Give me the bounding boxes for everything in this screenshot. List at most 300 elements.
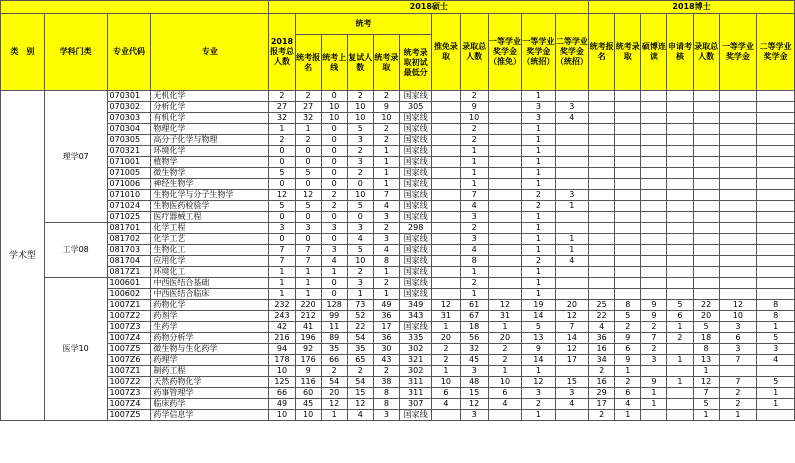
doctoral-value-cell: 3 <box>719 322 757 333</box>
doctoral-value-cell: 2 <box>719 388 757 399</box>
doctoral-value-cell <box>641 256 667 267</box>
masters-value-cell: 0 <box>269 157 295 168</box>
masters-value-cell: 305 <box>399 102 431 113</box>
masters-value-cell: 349 <box>399 300 431 311</box>
masters-value-cell: 1 <box>522 289 555 300</box>
table-row <box>1 113 795 124</box>
masters-value-cell <box>488 212 521 223</box>
doctoral-value-cell <box>757 201 795 212</box>
masters-value-cell: 1 <box>488 322 521 333</box>
masters-value-cell: 2 <box>347 146 373 157</box>
table-row <box>1 124 795 135</box>
major-code-cell: 081701 <box>107 223 151 234</box>
masters-value-cell <box>432 256 460 267</box>
masters-value-cell: 0 <box>321 179 347 190</box>
masters-value-cell: 65 <box>347 355 373 366</box>
masters-value-cell: 0 <box>321 168 347 179</box>
masters-value-cell <box>488 146 521 157</box>
doctoral-value-cell <box>693 124 719 135</box>
doctoral-value-cell: 2 <box>589 366 615 377</box>
masters-value-cell: 0 <box>295 146 321 157</box>
masters-value-cell: 42 <box>269 322 295 333</box>
masters-value-cell: 307 <box>399 399 431 410</box>
doctoral-value-cell <box>641 157 667 168</box>
masters-value-cell <box>555 366 589 377</box>
masters-value-cell: 2 <box>460 91 488 102</box>
major-name-cell: 环境化工 <box>151 267 269 278</box>
masters-value-cell <box>488 267 521 278</box>
masters-value-cell: 2 <box>373 278 399 289</box>
masters-value-cell: 2 <box>295 91 321 102</box>
masters-value-cell: 7 <box>295 245 321 256</box>
doctoral-value-cell: 22 <box>693 300 719 311</box>
doctoral-value-cell <box>641 190 667 201</box>
doctoral-value-cell <box>615 267 641 278</box>
masters-value-cell: 1 <box>432 366 460 377</box>
doctoral-value-cell <box>589 289 615 300</box>
doctoral-value-cell <box>589 190 615 201</box>
masters-value-cell: 1 <box>373 157 399 168</box>
masters-value-cell: 13 <box>522 333 555 344</box>
masters-value-cell: 4 <box>555 399 589 410</box>
doctoral-value-cell <box>641 201 667 212</box>
masters-value-cell <box>432 102 460 113</box>
masters-value-cell <box>488 102 521 113</box>
major-name-cell: 应用化学 <box>151 256 269 267</box>
masters-value-cell: 3 <box>460 410 488 421</box>
doctoral-value-cell <box>693 245 719 256</box>
masters-value-cell: 20 <box>321 388 347 399</box>
masters-value-cell: 2 <box>373 223 399 234</box>
doctoral-value-cell <box>757 102 795 113</box>
doctoral-value-cell <box>667 388 693 399</box>
major-code-cell: 081703 <box>107 245 151 256</box>
doctoral-value-cell <box>615 179 641 190</box>
masters-value-cell: 0 <box>295 157 321 168</box>
table-row <box>1 267 795 278</box>
major-code-cell: 071006 <box>107 179 151 190</box>
masters-value-cell: 1 <box>522 366 555 377</box>
masters-value-cell: 15 <box>555 377 589 388</box>
doctoral-value-cell: 12 <box>719 300 757 311</box>
masters-value-cell: 27 <box>269 102 295 113</box>
doctoral-value-cell <box>757 278 795 289</box>
doctoral-value-cell <box>693 102 719 113</box>
doctoral-value-cell <box>757 234 795 245</box>
masters-value-cell: 1 <box>373 146 399 157</box>
masters-value-cell: 5 <box>347 245 373 256</box>
masters-value-cell: 0 <box>347 179 373 190</box>
masters-value-cell: 128 <box>321 300 347 311</box>
doctoral-value-cell: 9 <box>615 355 641 366</box>
masters-value-cell: 国家线 <box>399 201 431 212</box>
masters-value-cell: 212 <box>295 311 321 322</box>
table-row <box>1 366 795 377</box>
masters-value-cell: 0 <box>321 234 347 245</box>
masters-value-cell: 10 <box>347 190 373 201</box>
doctoral-value-cell <box>615 190 641 201</box>
doctoral-value-cell <box>757 245 795 256</box>
masters-value-cell: 7 <box>373 190 399 201</box>
doctoral-value-cell <box>589 91 615 102</box>
masters-value-cell: 0 <box>321 278 347 289</box>
masters-value-cell: 20 <box>488 333 521 344</box>
doctoral-value-cell <box>641 102 667 113</box>
major-code-header: 专业代码 <box>107 14 151 91</box>
major-name-cell: 分析化学 <box>151 102 269 113</box>
doctoral-value-cell: 36 <box>589 333 615 344</box>
table-row <box>1 388 795 399</box>
masters-value-cell: 17 <box>555 355 589 366</box>
total-admitted-header: 录取总人数 <box>460 14 488 91</box>
doctoral-value-cell: 7 <box>719 355 757 366</box>
masters-value-cell: 48 <box>460 377 488 388</box>
masters-value-cell: 9 <box>522 344 555 355</box>
masters-value-cell: 2 <box>432 344 460 355</box>
masters-value-cell: 2 <box>460 135 488 146</box>
doctoral-value-cell <box>719 102 757 113</box>
doctoral-value-cell <box>757 289 795 300</box>
masters-value-cell <box>555 157 589 168</box>
major-name-cell: 生物化学与分子生物学 <box>151 190 269 201</box>
doctoral-value-cell: 1 <box>757 399 795 410</box>
masters-value-cell: 2 <box>321 366 347 377</box>
masters-value-cell: 2 <box>522 399 555 410</box>
first-class-exempt-header: 一等学业奖学金（推免） <box>488 14 521 91</box>
masters-value-cell: 216 <box>269 333 295 344</box>
masters-value-cell <box>488 223 521 234</box>
masters-value-cell: 4 <box>488 399 521 410</box>
masters-value-cell: 298 <box>399 223 431 234</box>
table-row <box>1 212 795 223</box>
masters-value-cell <box>432 190 460 201</box>
doctoral-value-cell: 2 <box>615 377 641 388</box>
masters-value-cell <box>555 124 589 135</box>
masters-value-cell: 31 <box>432 311 460 322</box>
doctoral-value-cell <box>641 234 667 245</box>
masters-value-cell: 66 <box>269 388 295 399</box>
masters-value-cell: 4 <box>373 201 399 212</box>
masters-value-cell <box>488 168 521 179</box>
major-name-cell: 天然药物化学 <box>151 377 269 388</box>
doctoral-value-cell <box>757 366 795 377</box>
masters-value-cell <box>432 157 460 168</box>
masters-value-cell <box>555 267 589 278</box>
masters-value-cell: 2 <box>347 366 373 377</box>
masters-value-cell: 54 <box>321 377 347 388</box>
phd-first-class-header: 一等学业奖学金 <box>719 14 757 91</box>
masters-value-cell: 10 <box>488 377 521 388</box>
masters-value-cell <box>555 212 589 223</box>
doctoral-value-cell: 4 <box>615 399 641 410</box>
masters-value-cell: 1 <box>522 234 555 245</box>
masters-value-cell: 10 <box>321 113 347 124</box>
masters-value-cell: 1 <box>269 278 295 289</box>
masters-value-cell: 国家线 <box>399 190 431 201</box>
discipline-header: 学科门类 <box>44 14 107 91</box>
doctoral-value-cell <box>719 157 757 168</box>
doctoral-value-cell <box>693 157 719 168</box>
masters-value-cell <box>488 234 521 245</box>
masters-value-cell: 0 <box>321 91 347 102</box>
masters-value-cell: 220 <box>295 300 321 311</box>
doctoral-value-cell <box>589 234 615 245</box>
masters-value-cell: 0 <box>295 234 321 245</box>
masters-value-cell <box>555 146 589 157</box>
doctoral-value-cell <box>641 410 667 421</box>
masters-value-cell <box>488 179 521 190</box>
masters-value-cell: 302 <box>399 344 431 355</box>
masters-value-cell <box>488 91 521 102</box>
masters-value-cell: 2 <box>488 355 521 366</box>
masters-value-cell: 国家线 <box>399 410 431 421</box>
masters-value-cell: 0 <box>269 212 295 223</box>
title-band-row <box>1 1 795 14</box>
masters-value-cell <box>488 190 521 201</box>
doctoral-value-cell: 29 <box>589 388 615 399</box>
masters-value-cell: 2 <box>460 223 488 234</box>
masters-value-cell: 8 <box>373 256 399 267</box>
phd-applicants-header: 统考报名 <box>589 14 615 91</box>
doctoral-value-cell <box>589 267 615 278</box>
masters-value-cell: 1 <box>460 179 488 190</box>
major-name-cell: 中西医结合基础 <box>151 278 269 289</box>
masters-value-cell: 7 <box>269 256 295 267</box>
masters-value-cell: 0 <box>295 212 321 223</box>
masters-value-cell: 2 <box>347 91 373 102</box>
doctoral-value-cell <box>719 278 757 289</box>
doctoral-value-cell <box>615 102 641 113</box>
masters-value-cell: 1 <box>432 322 460 333</box>
masters-value-cell: 1 <box>522 124 555 135</box>
major-code-cell: 1007Z1 <box>107 366 151 377</box>
masters-value-cell: 国家线 <box>399 212 431 223</box>
doctoral-value-cell <box>757 91 795 102</box>
major-code-cell: 1007Z3 <box>107 322 151 333</box>
masters-value-cell: 9 <box>460 102 488 113</box>
masters-value-cell: 3 <box>347 223 373 234</box>
masters-value-cell: 2 <box>460 278 488 289</box>
doctoral-value-cell: 34 <box>589 355 615 366</box>
masters-value-cell: 2 <box>347 168 373 179</box>
doctoral-value-cell <box>641 91 667 102</box>
second-class-unified-header: 二等学业奖学金（统招） <box>555 14 589 91</box>
masters-value-cell: 10 <box>347 256 373 267</box>
unified-exam-header: 统考 <box>295 14 432 35</box>
doctoral-value-cell: 6 <box>615 344 641 355</box>
doctoral-value-cell <box>641 267 667 278</box>
major-header: 专业 <box>151 14 269 91</box>
doctoral-value-cell <box>693 168 719 179</box>
masters-value-cell: 14 <box>555 333 589 344</box>
masters-value-cell: 2 <box>269 135 295 146</box>
masters-value-cell: 1 <box>522 267 555 278</box>
major-code-cell: 100602 <box>107 289 151 300</box>
masters-value-cell: 国家线 <box>399 234 431 245</box>
doctoral-value-cell <box>667 212 693 223</box>
table-row <box>1 344 795 355</box>
unified-applicants-header: 统考报名 <box>295 35 321 91</box>
masters-value-cell: 73 <box>347 300 373 311</box>
masters-value-cell: 5 <box>522 322 555 333</box>
table-row <box>1 377 795 388</box>
masters-value-cell: 4 <box>321 256 347 267</box>
major-code-cell: 071025 <box>107 212 151 223</box>
doctoral-value-cell: 12 <box>693 377 719 388</box>
masters-value-cell: 8 <box>373 399 399 410</box>
masters-value-cell: 1 <box>269 267 295 278</box>
doctoral-value-cell <box>667 256 693 267</box>
doctoral-value-cell: 1 <box>757 388 795 399</box>
doctoral-value-cell <box>641 289 667 300</box>
masters-value-cell: 3 <box>347 278 373 289</box>
masters-value-cell: 国家线 <box>399 91 431 102</box>
major-name-cell: 药学信息学 <box>151 410 269 421</box>
masters-value-cell <box>432 124 460 135</box>
table-row <box>1 278 795 289</box>
doctoral-value-cell <box>641 223 667 234</box>
masters-value-cell: 12 <box>269 190 295 201</box>
masters-value-cell: 国家线 <box>399 168 431 179</box>
doctoral-value-cell <box>757 157 795 168</box>
masters-value-cell: 1 <box>460 289 488 300</box>
masters-value-cell: 0 <box>321 135 347 146</box>
masters-value-cell: 3 <box>295 223 321 234</box>
doctoral-value-cell: 4 <box>589 322 615 333</box>
masters-value-cell: 5 <box>269 201 295 212</box>
masters-value-cell: 0 <box>269 234 295 245</box>
header-row-1 <box>1 14 795 35</box>
table-row <box>1 146 795 157</box>
doctoral-value-cell: 8 <box>757 300 795 311</box>
masters-value-cell: 1 <box>555 201 589 212</box>
masters-value-cell: 4 <box>555 256 589 267</box>
doctoral-value-cell: 9 <box>615 333 641 344</box>
doctoral-value-cell <box>589 179 615 190</box>
masters-value-cell <box>432 267 460 278</box>
major-name-cell: 药剂学 <box>151 311 269 322</box>
doctoral-value-cell: 17 <box>589 399 615 410</box>
masters-value-cell <box>488 278 521 289</box>
doctoral-title: 2018博士 <box>589 1 795 14</box>
table-row <box>1 168 795 179</box>
major-code-cell: 070321 <box>107 146 151 157</box>
doctoral-value-cell <box>641 146 667 157</box>
doctoral-value-cell <box>667 113 693 124</box>
masters-value-cell: 94 <box>269 344 295 355</box>
major-code-cell: 1007Z4 <box>107 333 151 344</box>
masters-value-cell: 7 <box>460 190 488 201</box>
masters-value-cell <box>555 289 589 300</box>
doctoral-value-cell <box>589 157 615 168</box>
major-name-cell: 临床药学 <box>151 399 269 410</box>
masters-value-cell: 1 <box>522 278 555 289</box>
masters-value-cell: 1 <box>347 289 373 300</box>
masters-value-cell: 1 <box>555 234 589 245</box>
doctoral-value-cell <box>589 212 615 223</box>
masters-value-cell: 国家线 <box>399 157 431 168</box>
masters-value-cell: 国家线 <box>399 146 431 157</box>
masters-value-cell: 0 <box>321 157 347 168</box>
doctoral-value-cell <box>693 135 719 146</box>
masters-value-cell: 18 <box>460 322 488 333</box>
table-row <box>1 102 795 113</box>
masters-value-cell: 4 <box>460 245 488 256</box>
table-row <box>1 300 795 311</box>
doctoral-value-cell <box>667 278 693 289</box>
major-name-cell: 微生物学 <box>151 168 269 179</box>
doctoral-value-cell <box>641 179 667 190</box>
masters-value-cell: 11 <box>321 322 347 333</box>
doctoral-value-cell: 16 <box>589 377 615 388</box>
masters-value-cell: 20 <box>432 333 460 344</box>
doctoral-value-cell: 13 <box>693 355 719 366</box>
masters-value-cell: 国家线 <box>399 256 431 267</box>
doctoral-value-cell: 2 <box>615 322 641 333</box>
doctoral-value-cell <box>667 289 693 300</box>
doctoral-value-cell: 1 <box>641 388 667 399</box>
doctoral-value-cell <box>667 344 693 355</box>
table-row <box>1 289 795 300</box>
masters-value-cell: 3 <box>347 157 373 168</box>
masters-value-cell: 7 <box>555 322 589 333</box>
doctoral-value-cell <box>757 179 795 190</box>
masters-value-cell: 2 <box>488 344 521 355</box>
masters-value-cell: 3 <box>460 366 488 377</box>
major-code-cell: 071005 <box>107 168 151 179</box>
doctoral-value-cell: 2 <box>667 333 693 344</box>
major-name-cell: 化学工艺 <box>151 234 269 245</box>
masters-title: 2018硕士 <box>269 1 589 14</box>
masters-value-cell: 311 <box>399 388 431 399</box>
masters-value-cell: 1 <box>522 212 555 223</box>
masters-value-cell: 6 <box>488 388 521 399</box>
masters-value-cell: 国家线 <box>399 113 431 124</box>
major-code-cell: 1007Z5 <box>107 344 151 355</box>
doctoral-value-cell <box>615 234 641 245</box>
masters-value-cell: 321 <box>399 355 431 366</box>
masters-value-cell: 19 <box>522 300 555 311</box>
masters-value-cell: 2 <box>373 91 399 102</box>
major-code-cell: 070301 <box>107 91 151 102</box>
doctoral-value-cell <box>693 289 719 300</box>
masters-value-cell: 8 <box>373 388 399 399</box>
masters-value-cell: 60 <box>295 388 321 399</box>
doctoral-value-cell: 6 <box>667 311 693 322</box>
table-row <box>1 135 795 146</box>
phd-second-class-header: 二等学业奖学金 <box>757 14 795 91</box>
doctoral-value-cell: 6 <box>615 388 641 399</box>
masters-value-cell: 国家线 <box>399 179 431 190</box>
masters-value-cell: 3 <box>555 190 589 201</box>
doctoral-value-cell <box>693 190 719 201</box>
major-code-cell: 081702 <box>107 234 151 245</box>
doctoral-value-cell <box>589 124 615 135</box>
major-name-cell: 中西医结合临床 <box>151 289 269 300</box>
doctoral-value-cell <box>719 146 757 157</box>
masters-value-cell <box>432 278 460 289</box>
masters-value-cell: 0 <box>347 212 373 223</box>
masters-value-cell: 38 <box>373 377 399 388</box>
masters-value-cell: 45 <box>460 355 488 366</box>
masters-value-cell: 2 <box>460 124 488 135</box>
doctoral-value-cell <box>667 223 693 234</box>
masters-value-cell: 1 <box>522 245 555 256</box>
doctoral-value-cell: 2 <box>589 410 615 421</box>
masters-value-cell: 31 <box>488 311 521 322</box>
doctoral-value-cell <box>667 366 693 377</box>
discipline-cell: 医学10 <box>44 278 107 421</box>
